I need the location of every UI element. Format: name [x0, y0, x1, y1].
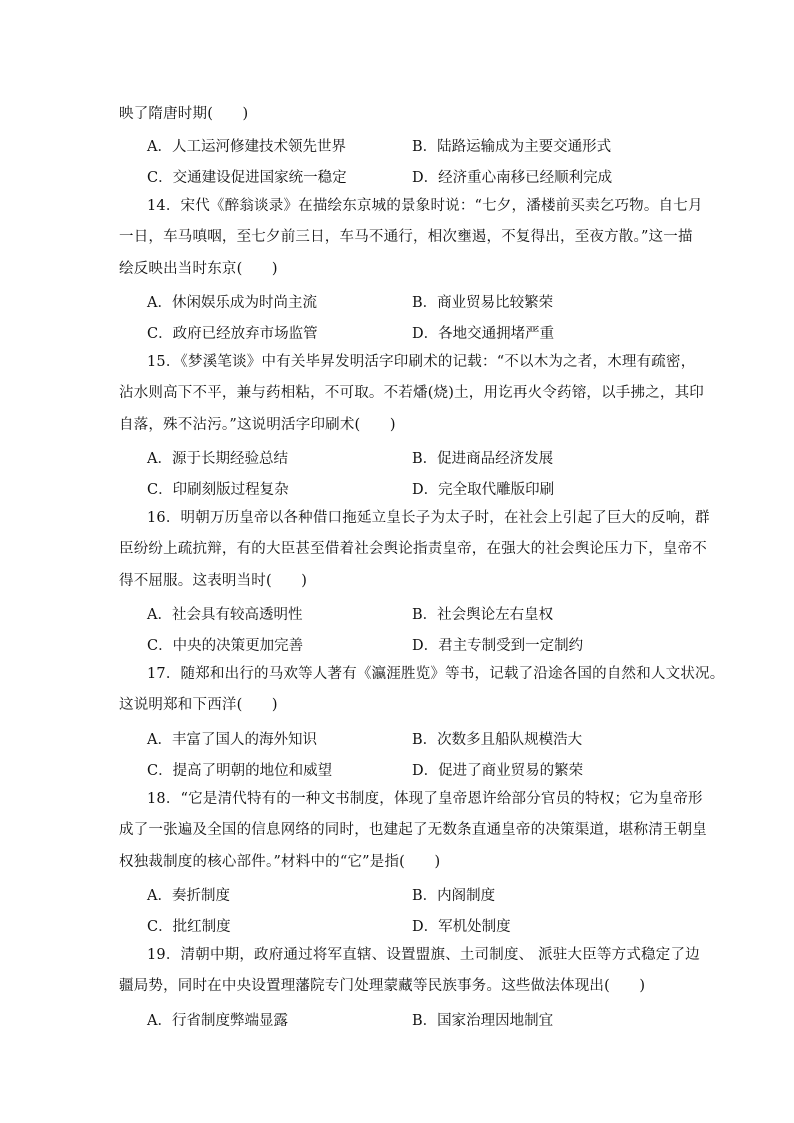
q13-option-d[interactable]: D．经济重心南移已经顺利完成 [412, 170, 613, 186]
q19-stem-line-2: 疆局势，同时在中央设置理藩院专门处理蒙藏等民族事务。这些做法体现出( ) [119, 978, 646, 994]
q17-stem-line-1: 17．随郑和出行的马欢等人著有《瀛涯胜览》等书，记载了沿途各国的自然和人文状况。 [147, 666, 725, 682]
q14-option-c[interactable]: C．政府已经放弃市场监管 [147, 326, 318, 342]
q14-option-d[interactable]: D．各地交通拥堵严重 [412, 326, 555, 342]
q18-option-d[interactable]: D．军机处制度 [412, 919, 511, 935]
q16-option-a[interactable]: A．社会具有较高透明性 [147, 607, 303, 623]
q16-option-c[interactable]: C．中央的决策更加完善 [147, 638, 304, 654]
q18-option-c[interactable]: C．批红制度 [147, 919, 231, 935]
q15-stem-line-1: 15．《梦溪笔谈》中有关毕昇发明活字印刷术的记载：“不以木为之者，木理有疏密， [147, 354, 696, 370]
q13-stem-tail: 映了隋唐时期( ) [119, 106, 249, 122]
q18-option-b[interactable]: B．内阁制度 [412, 888, 496, 904]
q14-stem-line-1: 14．宋代《醉翁谈录》在描绘东京城的景象时说：“七夕，潘楼前买卖乞巧物。自七月 [147, 198, 703, 214]
q19-stem-line-1: 19．清朝中期，政府通过将军直辖、设置盟旗、土司制度、 派驻大臣等方式稳定了边 [147, 947, 700, 963]
q17-option-a[interactable]: A．丰富了国人的海外知识 [147, 732, 317, 748]
q17-option-b[interactable]: B．次数多且船队规模浩大 [412, 732, 583, 748]
q16-option-d[interactable]: D．君主专制受到一定制约 [412, 638, 584, 654]
q14-stem-line-3: 绘反映出当时东京( ) [119, 261, 278, 277]
q18-stem-line-2: 成了一张遍及全国的信息网络的同时，也建起了无数条直通皇帝的决策渠道，堪称清王朝皇 [119, 822, 707, 838]
q13-option-b[interactable]: B．陆路运输成为主要交通形式 [412, 139, 612, 155]
q15-option-b[interactable]: B．促进商品经济发展 [412, 451, 554, 467]
q15-stem-line-3: 自落，殊不沾污。”这说明活字印刷术( ) [119, 417, 396, 433]
q14-option-a[interactable]: A．休闲娱乐成为时尚主流 [147, 295, 317, 311]
q15-option-d[interactable]: D．完全取代雕版印刷 [412, 482, 555, 498]
q14-stem-line-2: 一日，车马嗔咽，至七夕前三日，车马不通行，相次壅遏，不复得出，至夜方散。”这一描 [119, 229, 693, 245]
q15-option-c[interactable]: C．印刷刻版过程复杂 [147, 482, 289, 498]
q17-option-d[interactable]: D．促进了商业贸易的繁荣 [412, 763, 584, 779]
q16-stem-line-2: 臣纷纷上疏抗辩，有的大臣甚至借着社会舆论指责皇帝，在强大的社会舆论压力下，皇帝不 [119, 541, 707, 557]
q13-option-c[interactable]: C．交通建设促进国家统一稳定 [147, 170, 347, 186]
q14-option-b[interactable]: B．商业贸易比较繁荣 [412, 295, 554, 311]
q16-stem-line-1: 16．明朝万历皇帝以各种借口拖延立皇长子为太子时，在社会上引起了巨大的反响，群 [147, 510, 710, 526]
q18-stem-line-1: 18．“它是清代特有的一种文书制度，体现了皇帝恩许给部分官员的特权；它为皇帝形 [147, 791, 703, 807]
q15-option-a[interactable]: A．源于长期经验总结 [147, 451, 288, 467]
q16-option-b[interactable]: B．社会舆论左右皇权 [412, 607, 554, 623]
q13-option-a[interactable]: A．人工运河修建技术领先世界 [147, 139, 346, 155]
q19-option-b[interactable]: B．国家治理因地制宜 [412, 1013, 554, 1029]
q17-option-c[interactable]: C．提高了明朝的地位和威望 [147, 763, 333, 779]
q18-option-a[interactable]: A．奏折制度 [147, 888, 230, 904]
q15-stem-line-2: 沾水则高下不平，兼与药相粘，不可取。不若燔(烧)土，用讫再火令药镕，以手拂之，其印 [119, 385, 705, 401]
q17-stem-line-2: 这说明郑和下西洋( ) [119, 697, 278, 713]
q19-option-a[interactable]: A．行省制度弊端显露 [147, 1013, 288, 1029]
q18-stem-line-3: 权独裁制度的核心部件。”材料中的“它”是指( ) [119, 854, 441, 870]
q16-stem-line-3: 得不屈服。这表明当时( ) [119, 573, 308, 589]
